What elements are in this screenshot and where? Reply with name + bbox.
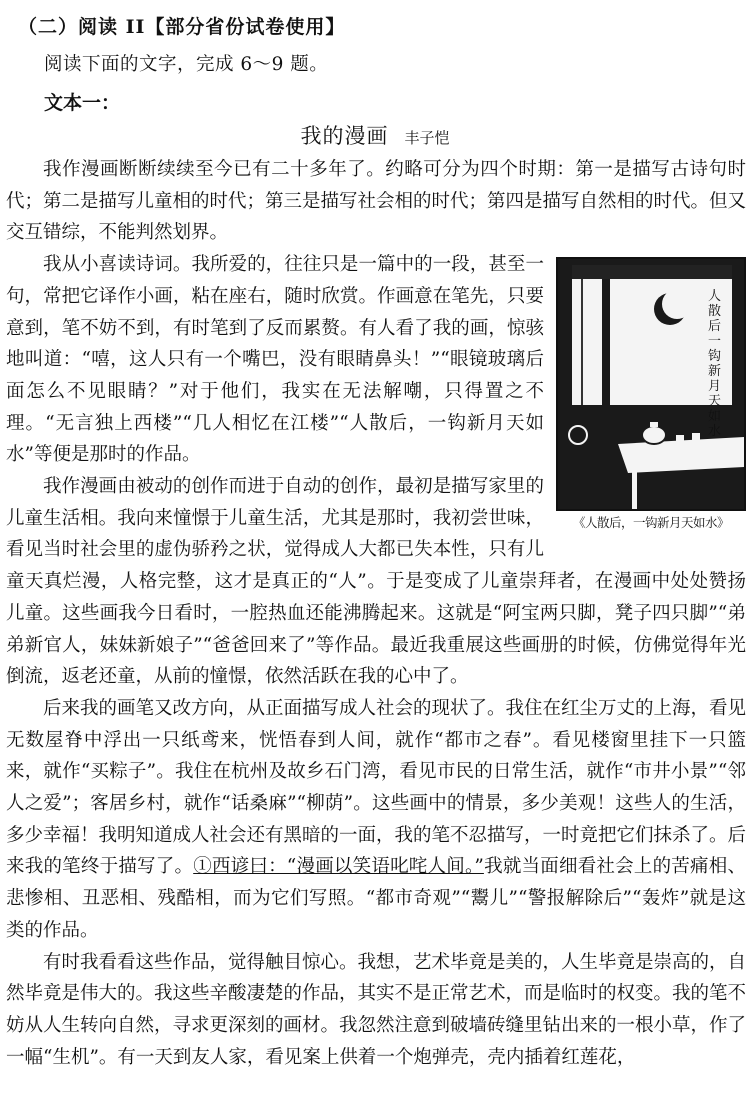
paragraph-4-text-a: 后来我的画笔又改方向，从正面描写成人社会的现状了。我住在红尘万丈的上海，看见无数屋脊中浮出一只纸鸢来，恍悟春到人间，就作“都市之春”。看见楼窗里挂下一只篮来，就作“买粽子”。我住在杭州及故乡石门湾，看见市民的日常生活，就作“市井小景”“邻人之爱”；客居乡村，就作“话桑麻”“柳荫”。这些画中的情景，多少美观！这些人的生活，多少幸福！我明知道成人社会还有黑暗的一面，我的笔不忍描写，一时竟把它们抹杀了。后来我的笔终于描写了。 bbox=[6, 697, 747, 878]
underlined-quote: ①西谚曰：“漫画以笑语叱咤人间。” bbox=[193, 856, 484, 878]
comic-illustration bbox=[556, 257, 746, 511]
article-title-row bbox=[0, 120, 750, 150]
instruction-text: 阅读下面的文字，完成 6～9 题。 bbox=[44, 54, 329, 75]
article-title: 我的漫画 bbox=[300, 124, 389, 148]
paragraph-4 bbox=[6, 693, 746, 947]
section-heading: （二）阅读 II【部分省份试卷使用】 bbox=[18, 16, 346, 38]
paragraph-5: 有时我看看这些作品，觉得触目惊心。我想，艺术毕竟是美的，人生毕竟是崇高的，自然毕竟是伟大的。我这些辛酸凄楚的作品，其实不是正常艺术，而是临时的权变。我的笔不妨从人生转向自然，寻求更深刻的画材。我忽然注意到破墙砖缝里钻出来的一根小草，作了一幅“生机”。有一天到友人家，看见案上供着一个炮弹壳，壳内插着红莲花， bbox=[6, 951, 747, 1068]
paragraph-4-text-b: 我就当面细看社会上的苦痛相、悲惨相、丑恶相、残酷相，而为它们写照。“都市奇观”“鬻儿”“警报解除后”“轰炸”就是这类的作品。 bbox=[6, 856, 746, 941]
article-author: 丰子恺 bbox=[404, 129, 450, 147]
article-body bbox=[6, 154, 746, 1073]
comic-figure bbox=[556, 257, 746, 531]
figure-caption: 《人散后，一钩新月天如水》 bbox=[572, 515, 729, 531]
text-label: 文本一： bbox=[44, 92, 121, 114]
paragraph-3: 我作漫画由被动的创作而进于自动的创作，最初是描写家里的儿童生活相。我向来憧憬于儿童生活，尤其是那时，我初尝世味，看见当时社会里的虚伪骄矜之状，觉得成人大都已失本性，只有儿童天真烂漫，人格完整，这才是真正的“人”。于是变成了儿童崇拜者，在漫画中处处赞扬儿童。这些画我今日看时，一腔热血还能沸腾起来。这就是“阿宝两只脚，凳子四只脚”“弟弟新官人，妹妹新娘子”“爸爸回来了”等作品。最近我重展这些画册的时候，仿佛觉得年光倒流，返老还童，从前的憧憬，依然活跃在我的心中了。 bbox=[6, 476, 746, 688]
paragraph-1: 我作漫画断断续续至今已有二十多年了。约略可分为四个时期：第一是描写古诗句时代；第二是描写儿童相的时代；第三是描写社会相的时代；第四是描写自然相的时代。但又交互错综，不能判然划界。 bbox=[6, 159, 747, 244]
paragraph-2: 我从小喜读诗词。我所爱的，往往只是一篇中的一段，甚至一句，常把它译作小画，粘在座右，随时欣赏。作画意在笔先，只要意到，笔不妨不到，有时笔到了反而累赘。有人看了我的画，惊骇地叫道：“嘻，这人只有一个嘴巴，没有眼睛鼻头！”“眼镜玻璃后面怎么不见眼睛？”对于他们，我实在无法解嘲，只得置之不理。“无言独上西楼”“几人相忆在江楼”“人散后，一钩新月天如水”等便是那时的作品。 bbox=[6, 254, 544, 466]
comic-inscription: 人散后一钩新月天如水 bbox=[708, 289, 722, 440]
